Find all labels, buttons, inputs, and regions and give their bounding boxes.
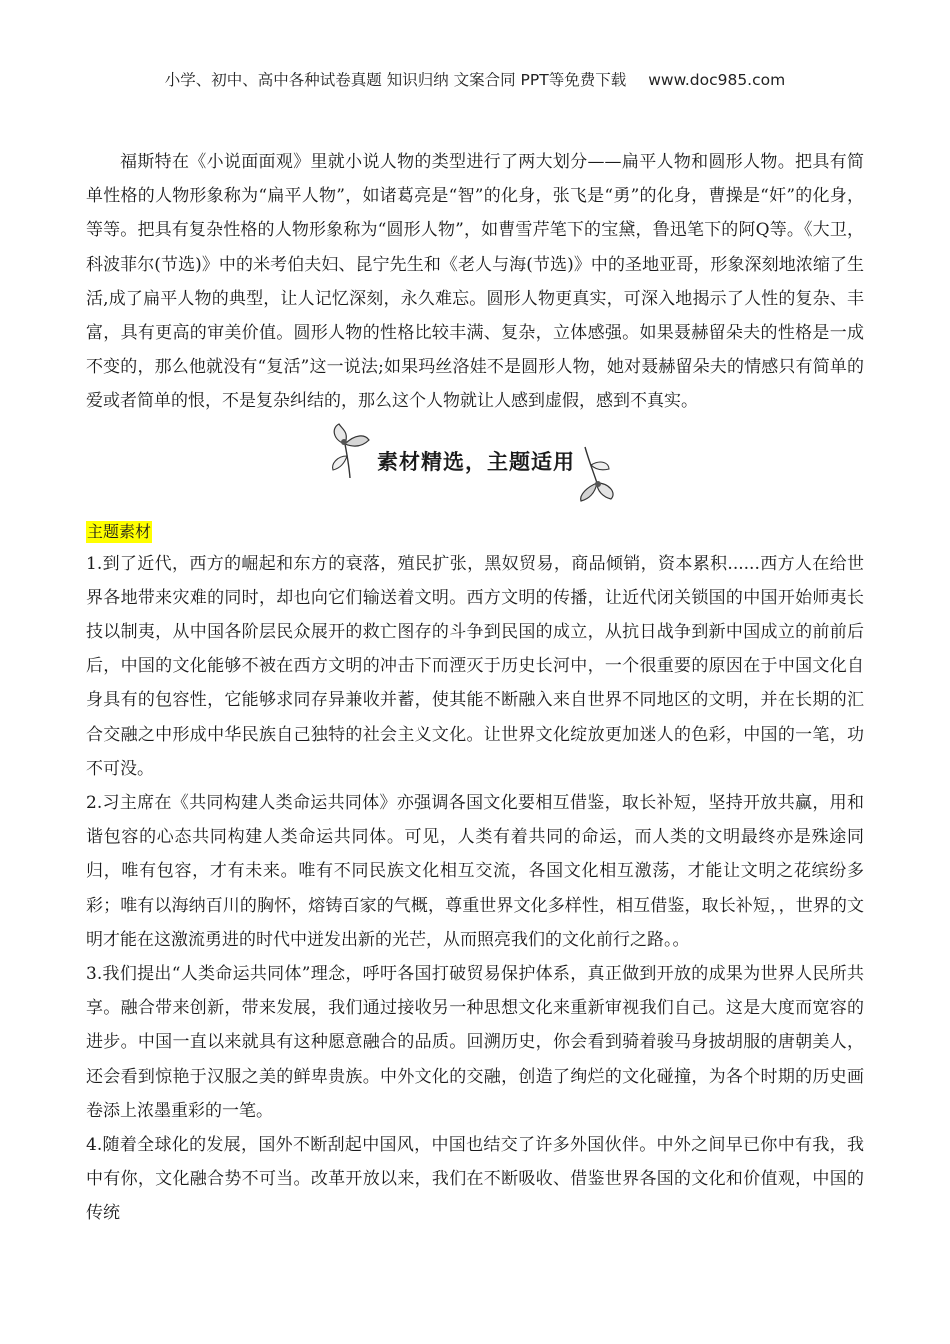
banner-inner [325,419,625,503]
document-body [86,145,864,1231]
header-text: 小学、初中、高中各种试卷真题 知识归纳 文案合同 PPT等免费下载 [164,71,627,89]
header-site: www.doc985.com [648,71,786,89]
material-item-1: 1.到了近代，西方的崛起和东方的衰落，殖民扩张，黑奴贸易，商品倾销，资本累积......西方人在给世界各地带来灾难的同时，却也向它们输送着文明。西方文明的传播，让近代闭关锁国的中国开始师夷长技以制夷，从中国各阶层民众展开的救亡图存的斗争到民国的成立，从抗日战争到新中国成立的前前后后，中国的文化能够不被在西方文明的冲击下而湮灭于历史长河中，一个很重要的原因在于中国文化自身具有的包容性，它能够求同存异兼收并蓄，使其能不断融入来自世界不同地区的文明，并在长期的汇合交融之中形成中华民族自己独特的社会主义文化。让世界文化绽放更加迷人的色彩，中国的一笔，功不可没。 [86,553,864,779]
material-item-2: 2.习主席在《共同构建人类命运共同体》亦强调各国文化要相互借鉴，取长补短，坚持开放共赢，用和谐包容的心态共同构建人类命运共同体。可见，人类有着共同的命运，而人类的文明最终亦是殊途同归，唯有包容，才有未来。唯有不同民族文化相互交流，各国文化相互激荡，才能让文明之花缤纷多彩；唯有以海纳百川的胸怀，熔铸百家的气概，尊重世界文化多样性，相互借鉴，取长补短，，世界的文明才能在这激流勇进的时代中迸发出新的光芒，从而照亮我们的文化前行之路。。 [86,793,864,950]
intro-paragraph: 福斯特在《小说面面观》里就小说人物的类型进行了两大划分——扁平人物和圆形人物。把具有简单性格的人物形象称为“扁平人物”，如诸葛亮是“智”的化身，张飞是“勇”的化身，曹操是“奸”的化身，等等。把具有复杂性格的人物形象称为“圆形人物”，如曹雪芹笔下的宝黛，鲁迅笔下的阿Q等。《大卫，科波菲尔(节选)》中的米考伯夫妇、昆宁先生和《老人与海(节选)》中的圣地亚哥，形象深刻地浓缩了生活,成了扁平人物的典型，让人记忆深刻，永久难忘。圆形人物更真实，可深入地揭示了人性的复杂、丰富，具有更高的审美价值。圆形人物的性格比较丰满、复杂，立体感强。如果聂赫留朵夫的性格是一成不变的，那么他就没有“复活”这一说法;如果玛丝洛娃不是圆形人物，她对聂赫留朵夫的情感只有简单的爱或者简单的恨，不是复杂纠结的，那么这个人物就让人感到虚假，感到不真实。 [86,152,864,412]
flower-left-icon [325,420,375,480]
theme-label: 主题素材 [87,521,152,541]
section-banner [86,423,864,499]
material-item-4: 4.随着全球化的发展，国外不断刮起中国风，中国也结交了许多外国伙伴。中外之间早已你中有我，我中有你，文化融合势不可当。改革开放以来，我们在不断吸收、借鉴世界各国的文化和价值观，中国的传统 [86,1135,864,1224]
banner-title: 素材精选，主题适用 [377,449,575,474]
page-header [0,68,950,90]
flower-right-icon [575,443,625,503]
material-item-3: 3.我们提出“人类命运共同体”理念，呼吁各国打破贸易保护体系，真正做到开放的成果为世界人民所共享。融合带来创新，带来发展，我们通过接收另一种思想文化来重新审视我们自己。这是大度而宽容的进步。中国一直以来就具有这种愿意融合的品质。回溯历史，你会看到骑着骏马身披胡服的唐朝美人，还会看到惊艳于汉服之美的鲜卑贵族。中外文化的交融，创造了绚烂的文化碰撞，为各个时期的历史画卷添上浓墨重彩的一笔。 [86,964,864,1121]
